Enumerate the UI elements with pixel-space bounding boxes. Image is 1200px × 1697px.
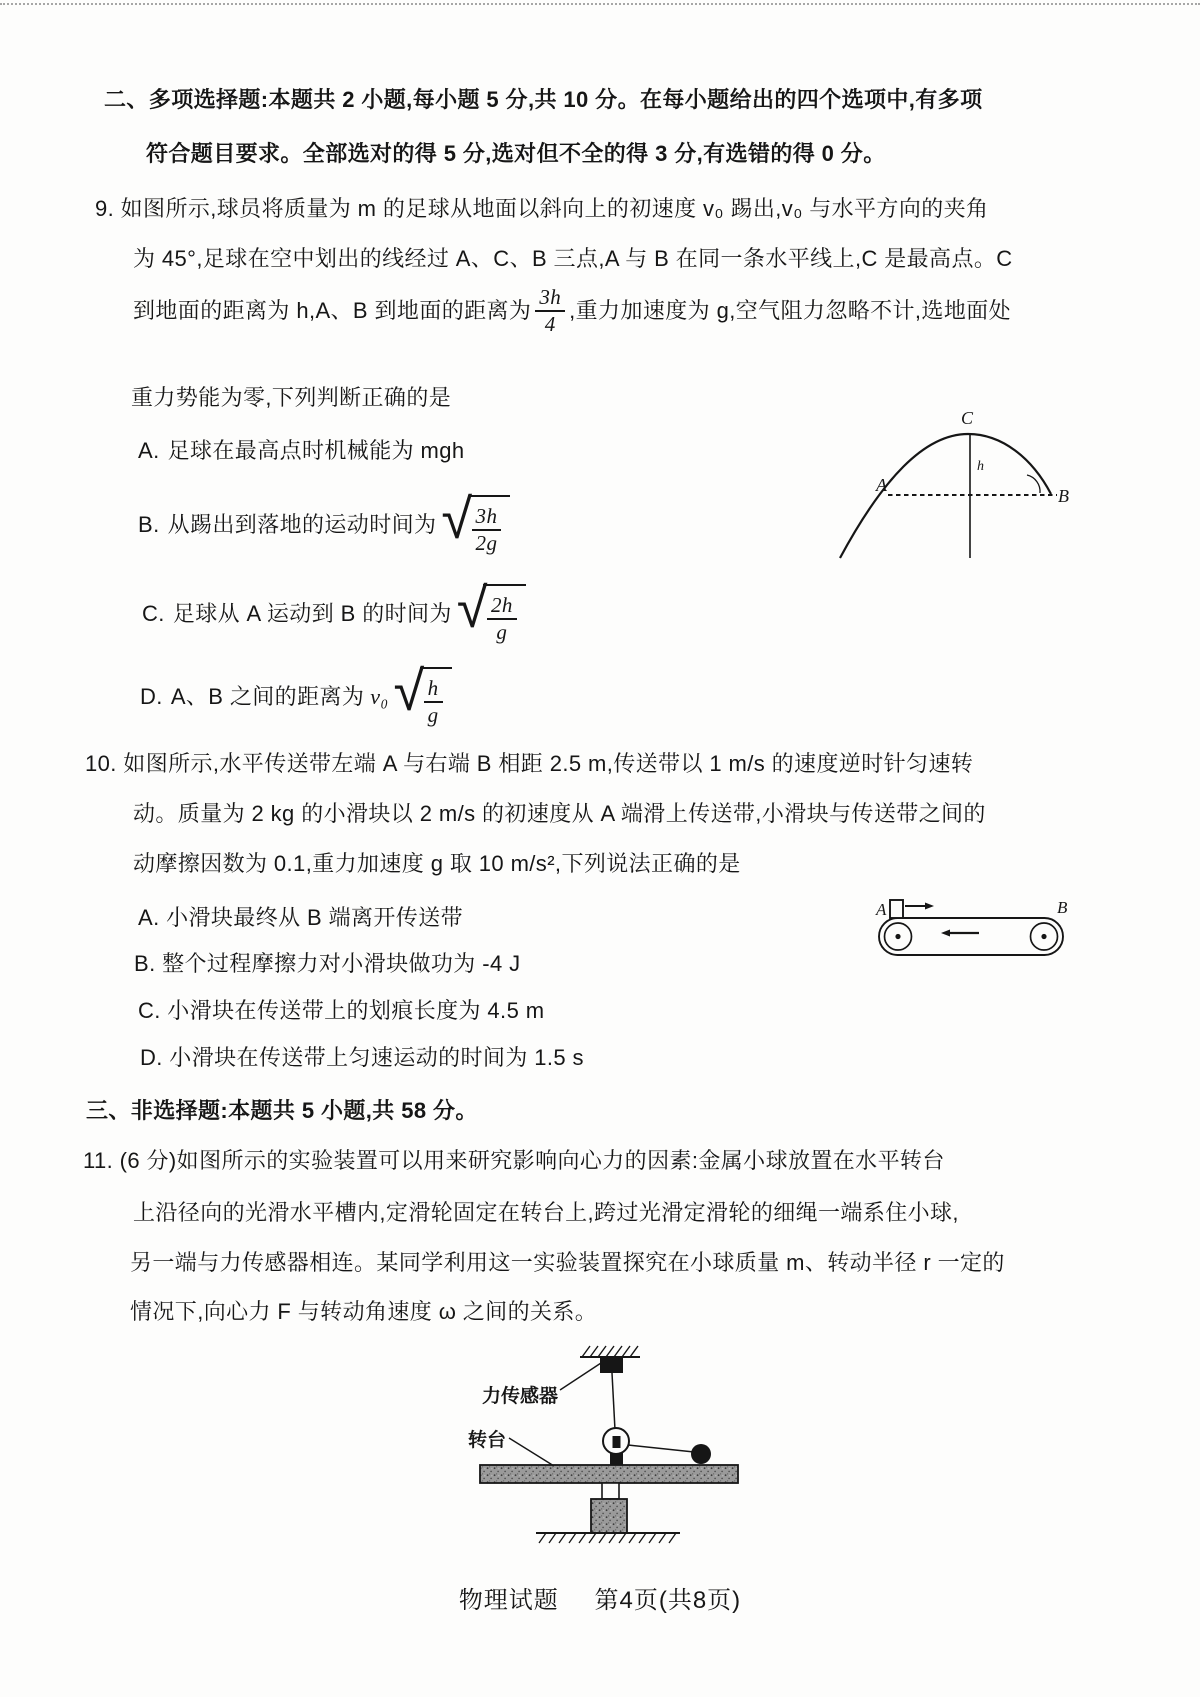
belt-end-label-b: B [1057,898,1068,917]
v0-coefficient: v₀ [370,683,389,709]
block-velocity-arrowhead [925,903,934,910]
section2-heading-line2: 符合题目要求。全部选对的得 5 分,选对但不全的得 3 分,有选错的得 0 分。 [146,141,886,166]
q11-line3: 另一端与力传感器相连。某同学利用这一实验装置探究在小球质量 m、转动半径 r 一定的 [130,1250,1005,1275]
height-label-h: h [977,459,984,474]
string-vertical [612,1373,615,1430]
q9-line2: 为 45°,足球在空中划出的线经过 A、C、B 三点,A 与 B 在同一条水平线上,C 是最高点。C [133,246,1013,271]
q10-option-d: D. 小滑块在传送带上匀速运动的时间为 1.5 s [140,1045,584,1070]
q10-option-b: B. 整个过程摩擦力对小滑块做功为 -4 J [134,951,521,976]
force-sensor-label: 力传感器 [482,1386,559,1407]
sqrt-h-over-g: √ $\frac{h}{g}$ [394,667,452,726]
q9-line3 [133,286,1011,335]
radical-sign: √ [393,659,425,722]
q9-line3-post: ,重力加速度为 g,空气阻力忽略不计,选地面处 [569,297,1012,323]
right-pulley-axle [1041,934,1046,939]
page-footer [0,1580,1200,1615]
base-block [591,1499,627,1533]
q9-line3-pre: 到地面的距离为 h,A、B 到地面的距离为 [133,297,532,323]
left-pulley-axle [895,934,900,939]
turntable-surface [480,1465,738,1483]
section2-heading-line1: 二、多项选择题:本题共 2 小题,每小题 5 分,共 10 分。在每小题给出的四个选项中,有多项 [104,87,983,112]
force-sensor [600,1357,623,1373]
q11-line2: 上沿径向的光滑水平槽内,定滑轮固定在转台上,跨过光滑定滑轮的细绳一端系住小球, [133,1200,959,1225]
ceiling-hatching [582,1346,638,1357]
footer-doc-title: 物理试题 [458,1587,559,1614]
q10-option-a: A. 小滑块最终从 B 端离开传送带 [138,905,463,930]
q11-figure-apparatus [430,1340,770,1552]
q9-figure-projectile [830,408,1070,568]
turntable-label: 转台 [468,1430,507,1451]
q9-line4: 重力势能为零,下列判断正确的是 [131,385,452,410]
q9-option-b: B. 从踢出到落地的运动时间为 √ $\frac{3h}{2g}$ [138,495,510,554]
sqrt-3h-over-2g: √ $\frac{3h}{2g}$ [441,495,510,554]
q11-line4: 情况下,向心力 F 与转动角速度 ω 之间的关系。 [130,1299,598,1324]
q10-line3: 动摩擦因数为 0.1,重力加速度 g 取 10 m/s²,下列说法正确的是 [133,851,741,876]
rotation-shaft [602,1483,619,1499]
point-label-b: B [1058,486,1069,506]
q9-line1: 9. 如图所示,球员将质量为 m 的足球从地面以斜向上的初速度 v₀ 踢出,v₀ 与水平方向的夹角 [95,196,989,221]
q11-line1: 11. (6 分)如图所示的实验装置可以用来研究影响向心力的因素:金属小球放置在水平转台 [83,1148,945,1173]
footer-page-info: 第4页(共8页) [594,1587,742,1614]
sqrt-2h-over-g: √ $\frac{2h}{g}$ [457,584,526,643]
q10-option-c: C. 小滑块在传送带上的划痕长度为 4.5 m [138,998,545,1023]
q9-option-d: D. A、B 之间的距离为 v₀ √ $\frac{h}{g}$ [140,667,452,726]
q10-figure-conveyor [876,893,1071,965]
section3-heading: 三、非选择题:本题共 5 小题,共 58 分。 [86,1098,478,1123]
point-label-a: A [876,475,887,495]
scan-edge-line [0,3,1200,5]
belt-end-label-a: A [876,900,887,919]
radical-sign: √ [441,487,473,550]
ground-hatching [539,1533,676,1543]
metal-ball [691,1444,711,1464]
angle-arc-at-b [1027,475,1040,493]
q9-option-c: C. 足球从 A 运动到 B 的时间为 √ $\frac{2h}{g}$ [142,584,526,643]
pulley-axle [613,1436,621,1448]
radical-sign: √ [456,576,488,639]
fraction-3h-over-4: $\frac{3h}{4}$ [535,286,565,335]
string-horizontal [628,1445,694,1452]
sensor-label-leader [560,1363,601,1390]
belt-velocity-arrowhead [941,930,950,937]
q9-option-a: A. 足球在最高点时机械能为 mgh [138,438,465,463]
q10-line1: 10. 如图所示,水平传送带左端 A 与右端 B 相距 2.5 m,传送带以 1 m/s 的速度逆时针匀速转 [85,751,974,776]
point-label-c: C [961,408,974,428]
q10-line2: 动。质量为 2 kg 的小滑块以 2 m/s 的初速度从 A 端滑上传送带,小滑块与传送带之间的 [133,801,986,826]
slider-block [890,900,903,918]
turntable-label-leader [509,1438,554,1466]
